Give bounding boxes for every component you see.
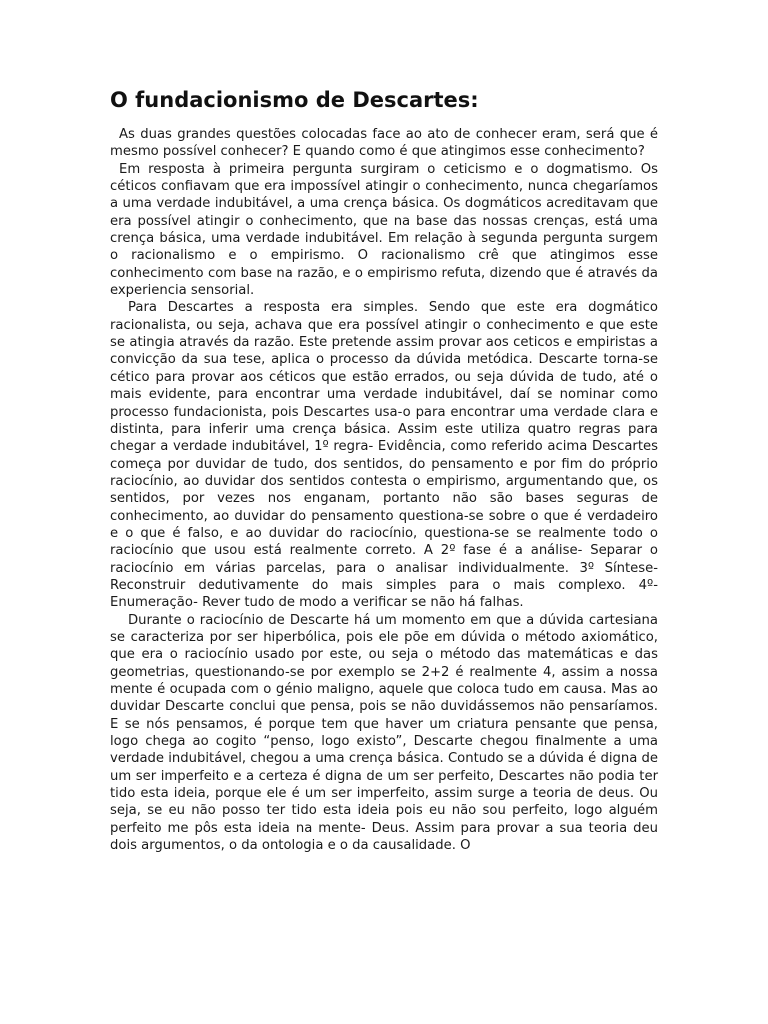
document-title: O fundacionismo de Descartes: <box>110 88 479 112</box>
paragraph-1: As duas grandes questões colocadas face ao ato de conhecer eram, será que é mesmo possível conhecer? E quando como é que atingimos esse conhecimento? <box>110 127 658 160</box>
paragraph-3: Para Descartes a resposta era simples. Sendo que este era dogmático racionalista, ou seja, achava que era possível atingir o conhecimento e que este se atingia através da razão. Este pretende assim provar aos ceticos e empiristas a convicção da sua tese, aplica o processo da dúvida metódica. Descarte torna-se cético para provar aos céticos que estão errados, ou seja dúvida de tudo, até o mais evidente, para encontrar uma verdade indubitável, daí se nominar como processo fundacionista, pois Descartes usa-o para encontrar uma verdade clara e distinta, para inferir uma crença básica. Assim este utiliza quatro regras para chegar a verdade indubitável, 1º regra- Evidência, como referido acima Descartes começa por duvidar de tudo, dos sentidos, do pensamento e por fim do próprio raciocínio, ao duvidar dos sentidos contesta o empirismo, argumentando que, os sentidos, por vezes nos enganam, portanto não são bases seguras de conhecimento, ao duvidar do pensamento questiona-se sobre o que é verdadeiro e o que é falso, e ao duvidar do raciocínio, questiona-se se realmente todo o raciocínio que usou está realmente correto. A 2º fase é a análise- Separar o raciocínio em várias parcelas, para o analisar individualmente. 3º Síntese- Reconstruir dedutivamente do mais simples para o mais complexo. 4º-Enumeração- Rever tudo de modo a verificar se não há falhas. <box>110 300 658 611</box>
document-body <box>110 126 658 854</box>
paragraph-4: Durante o raciocínio de Descarte há um momento em que a dúvida cartesiana se caracteriza por ser hiperbólica, pois ele põe em dúvida o método axiomático, que era o raciocínio usado por este, ou seja o método das matemáticas e das geometrias, questionando-se por exemplo se 2+2 é realmente 4, assim a nossa mente é ocupada com o génio maligno, aquele que coloca tudo em causa. Mas ao duvidar Descarte conclui que pensa, pois se não duvidássemos não pensaríamos. E se nós pensamos, é porque tem que haver um criatura pensante que pensa, logo chega ao cogito “penso, logo existo”, Descarte chegou finalmente a uma verdade indubitável, chegou a uma crença básica. Contudo se a dúvida é digna de um ser imperfeito e a certeza é digna de um ser perfeito, Descartes não podia ter tido esta ideia, porque ele é um ser imperfeito, assim surge a teoria de deus. Ou seja, se eu não posso ter tido esta ideia pois eu não sou perfeito, logo alguém perfeito me pôs esta ideia na mente- Deus. Assim para provar a sua teoria deu dois argumentos, o da ontologia e o da causalidade. O <box>110 612 658 854</box>
paragraph-2: Em resposta à primeira pergunta surgiram o ceticismo e o dogmatismo. Os céticos confiavam que era impossível atingir o conhecimento, nunca chegaríamos a uma verdade indubitável, a uma crença básica. Os dogmáticos acreditavam que era possível atingir o conhecimento, que na base das nossas crenças, está uma crença básica, uma verdade indubitável. Em relação à segunda pergunta surgem o racionalismo e o empirismo. O racionalismo crê que atingimos esse conhecimento com base na razão, e o empirismo refuta, dizendo que é através da experiencia sensorial. <box>110 161 658 299</box>
